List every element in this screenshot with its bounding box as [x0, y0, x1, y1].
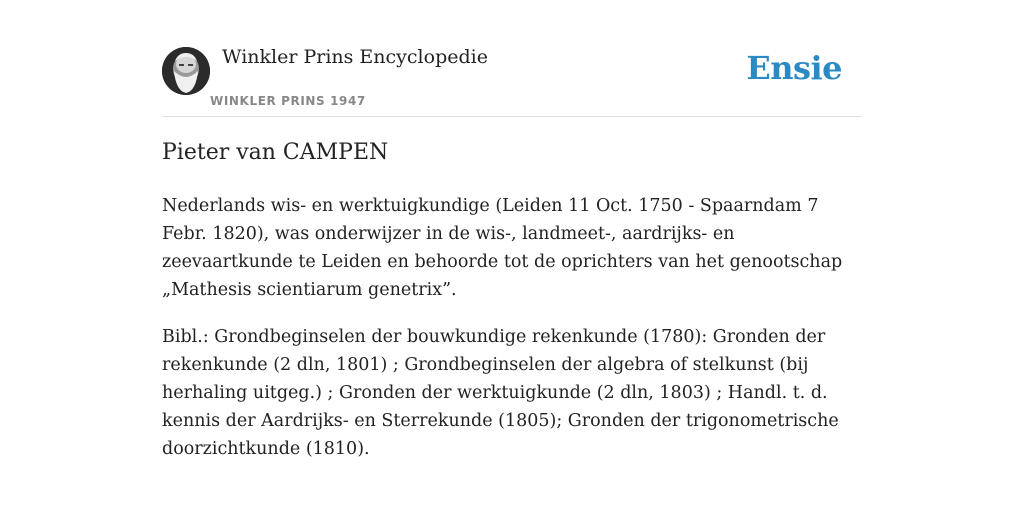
source-edition: WINKLER PRINS 1947 [210, 94, 366, 108]
avatar[interactable] [162, 47, 210, 95]
article-bibliography: Bibl.: Grondbeginselen der bouwkundige rekenkunde (1780): Gronden der rekenkunde (2 dln, 1801) ; Grondbeginselen der algebra of stelkunst (bij herhaling uitgeg.) ; Gronden der werktuigkunde (2 dln, 1803) ; Handl. t. d. kennis der Aardrijks- en Sterrekunde (1805); Gronden der trigonometrische doorzichtkunde (1810). [162, 327, 839, 459]
article-paragraph: Nederlands wis- en werktuigkundige (Leiden 11 Oct. 1750 - Spaarndam 7 Febr. 1820), was onderwijzer in de wis-, landmeet-, aardrijks- en zeevaartkunde te Leiden en behoorde tot de oprichters van het genootschap „Mathesis scientiarum genetrix”. [162, 196, 843, 300]
header [162, 44, 862, 117]
portrait-photo-icon [162, 47, 210, 95]
source-name[interactable]: Winkler Prins Encyclopedie [222, 46, 488, 68]
brand-logo-link[interactable]: Ensie [746, 49, 842, 87]
article-title: Pieter van CAMPEN [162, 140, 389, 165]
